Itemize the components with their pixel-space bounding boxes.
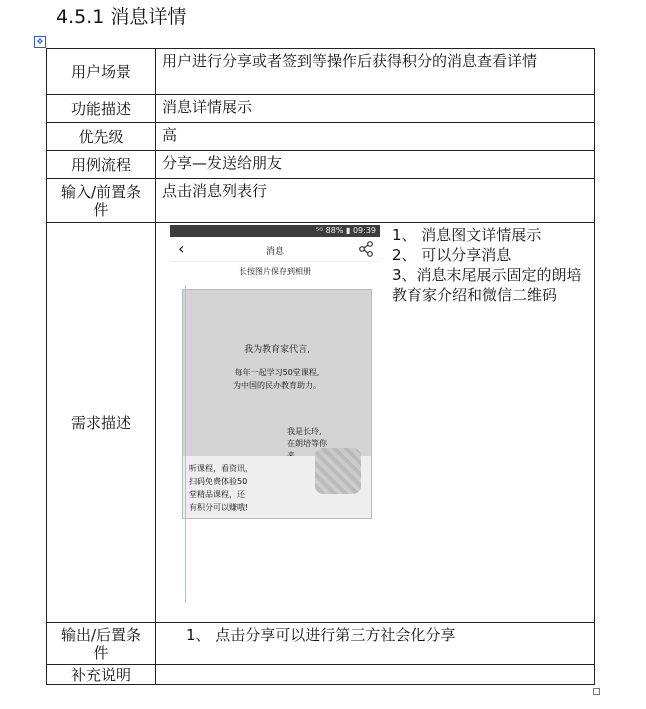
requirement-list: [392, 225, 596, 305]
status-bar: ⁵ᴳ 88% ▮ 09:39: [170, 225, 380, 237]
share-icon[interactable]: [358, 241, 374, 257]
func-label: 功能描述: [47, 95, 156, 123]
poster-line2: 每年一起学习50堂课程,: [234, 368, 320, 377]
poster-image: [182, 289, 372, 519]
scene-label: 用户场景: [47, 49, 156, 95]
poster-bottom-text: [189, 462, 253, 514]
requirement-item: 2、 可以分享消息: [392, 246, 512, 264]
phone-screenshot: [170, 225, 380, 605]
scene-value: 用户进行分享或者签到等操作后获得积分的消息查看详情: [156, 49, 595, 95]
table-resize-handle[interactable]: [593, 688, 600, 695]
back-arrow-icon[interactable]: ‹: [178, 239, 185, 258]
output-label: [47, 623, 156, 665]
bottom-line3: 堂精品课程，还: [189, 490, 245, 499]
bottom-line2: 扫码免费体验50: [189, 477, 248, 486]
input-value: 点击消息列表行: [156, 179, 595, 223]
input-label-line1: 输入/前置条: [60, 182, 142, 201]
poster-line3: 为中国的民办教育助力。: [233, 381, 321, 390]
phone-titlebar: [170, 237, 380, 262]
output-label-line1: 输出/后置条: [60, 625, 142, 644]
priority-label: 优先级: [47, 123, 156, 151]
phone-title: 消息: [265, 247, 284, 257]
poster-line1: 我为教育家代言,: [244, 345, 310, 355]
output-value: 1、 点击分享可以进行第三方社会化分享: [156, 623, 595, 665]
func-value: 消息详情展示: [156, 95, 595, 123]
req-label: 需求描述: [47, 223, 156, 623]
extra-value: [156, 665, 595, 685]
poster-line4: 我是长玲,: [287, 427, 322, 436]
input-label-line2: 件: [93, 200, 109, 219]
save-hint: 长按图片保存到相册: [239, 267, 311, 276]
flow-label: 用例流程: [47, 151, 156, 179]
flow-value: 分享—发送给朋友: [156, 151, 595, 179]
bottom-line1: 听课程，看资讯，: [189, 464, 253, 473]
selection-line: [185, 285, 186, 603]
requirement-table: [46, 48, 595, 685]
move-icon[interactable]: ✥: [34, 36, 46, 48]
poster-slogan: [183, 366, 371, 392]
extra-label: 补充说明: [47, 665, 156, 685]
section-title: 4.5.1 消息详情: [56, 6, 187, 28]
poster-line5: 在朗培等你: [287, 439, 327, 448]
requirement-item: 3、消息末尾展示固定的朗培教育家介绍和微信二维码: [392, 266, 582, 304]
req-cell: [156, 223, 595, 623]
requirement-item: 1、 消息图文详情展示: [392, 226, 542, 244]
output-label-line2: 件: [93, 643, 109, 662]
bottom-line4: 有积分可以赚哦!: [189, 503, 249, 512]
input-label: [47, 179, 156, 223]
priority-value: 高: [156, 123, 595, 151]
qr-code-image: [315, 448, 361, 494]
